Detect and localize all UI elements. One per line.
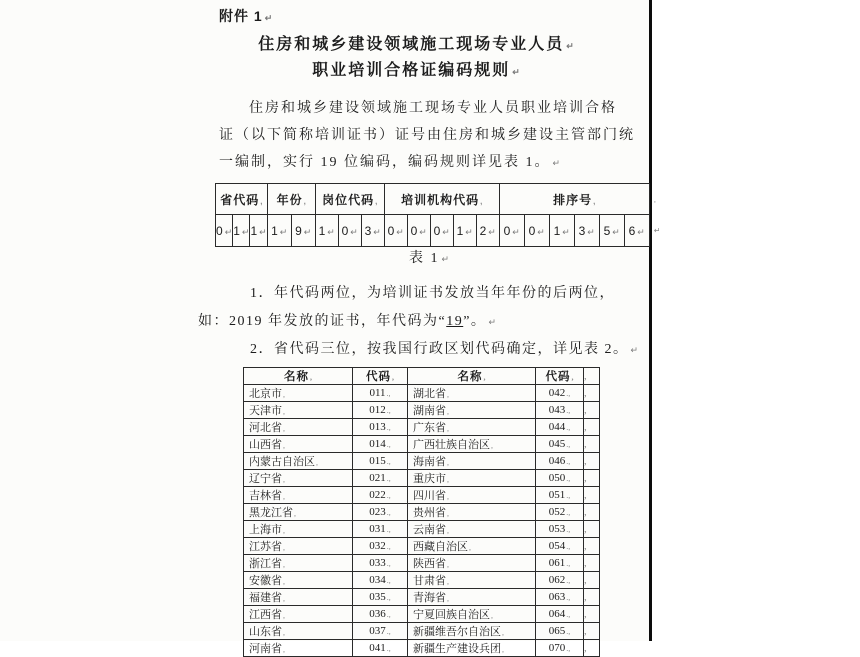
cell-end-mark: ,: [260, 196, 263, 206]
return-mark: ↵: [465, 226, 473, 237]
code-digit-cell: 0 ↵: [216, 215, 233, 247]
return-mark: ↵: [441, 254, 450, 264]
doc-title-line2: [195, 57, 637, 80]
return-mark: ↵: [264, 13, 273, 23]
cell-end-mark: .,: [566, 576, 571, 585]
code-digit-cell: 0 ↵: [524, 215, 549, 247]
return-mark: ↵: [241, 226, 250, 237]
code-digit-cell: 1 ↵: [453, 215, 476, 247]
province-name-cell: 新疆生产建设兵团,: [408, 640, 536, 657]
return-mark: ↵: [512, 226, 520, 237]
province-name-cell: 福建省,: [244, 589, 353, 606]
note2-line: [198, 336, 648, 364]
table2-row: [244, 538, 600, 555]
table2-row: [244, 555, 600, 572]
cell-end-mark: ,: [283, 475, 285, 484]
cell-end-mark: ,: [447, 424, 449, 433]
table1-caption-text: 表 1: [408, 251, 440, 266]
table1-digit-row: [216, 215, 666, 247]
province-name-cell: 黑龙江省,: [244, 504, 353, 521]
province-name-cell: 西藏自治区,: [408, 538, 536, 555]
table2-row: [244, 419, 600, 436]
province-name-cell: 上海市,: [244, 521, 353, 538]
cell-end-mark: ,: [283, 628, 285, 637]
table1-caption: [215, 247, 643, 267]
cell-end-mark: ,: [283, 441, 285, 450]
return-mark: ↵: [419, 226, 427, 237]
cell-end-mark: ,: [303, 196, 306, 206]
cell-end-mark: .,: [566, 457, 571, 466]
cell-end-mark: .,: [566, 423, 571, 432]
cell-end-mark: .,: [386, 423, 391, 432]
notes-paragraphs: [198, 280, 648, 364]
return-mark: ↵: [630, 345, 639, 355]
province-code-cell: 050.,: [536, 470, 584, 487]
page-right-margin: [652, 0, 860, 641]
province-code-cell: 052.,: [536, 504, 584, 521]
province-name-cell: 宁夏回族自治区,: [408, 606, 536, 623]
doc-title-line1: [195, 31, 637, 54]
cell-end-mark: ,: [283, 424, 285, 433]
province-code-cell: 015.,: [353, 453, 408, 470]
note1-line1: 1．年代码两位，为培训证书发放当年年份的后两位，: [250, 286, 615, 301]
province-code-cell: 022.,: [353, 487, 408, 504]
return-mark: ↵: [637, 226, 645, 237]
return-mark: ↵: [303, 226, 312, 237]
cell-end-mark: ,: [480, 196, 483, 206]
return-mark: ↵: [612, 226, 620, 237]
province-code-cell: 044.,: [536, 419, 584, 436]
province-name-cell: 海南省,: [408, 453, 536, 470]
cell-end-mark: .,: [386, 627, 391, 636]
cell-end-mark: ,: [283, 390, 285, 399]
cell-end-mark: ,: [447, 492, 449, 501]
province-name-cell: 云南省,: [408, 521, 536, 538]
return-mark: ↵: [259, 226, 267, 237]
cell-end-mark: .,: [386, 389, 391, 398]
province-code-cell: 070.,: [536, 640, 584, 657]
cell-end-mark: ,: [502, 628, 504, 637]
province-code-cell: 054.,: [536, 538, 584, 555]
cell-end-mark: ,: [447, 594, 449, 603]
province-code-cell: 042.,: [536, 385, 584, 402]
table2-outer-mark: ,: [584, 538, 600, 555]
cell-end-mark: ,: [310, 373, 312, 382]
cell-end-mark: ,: [447, 509, 449, 518]
cell-end-mark: ,: [447, 390, 449, 399]
table1-outer-mark: ↵: [653, 226, 661, 235]
return-mark: ↵: [488, 317, 496, 327]
table2-row: [244, 521, 600, 538]
code-digit-cell: 6 ↵: [624, 215, 649, 247]
table2-outer-mark: ,: [584, 589, 600, 606]
province-code-cell: 014.,: [353, 436, 408, 453]
province-name-cell: 新疆维吾尔自治区,: [408, 623, 536, 640]
province-code-cell: 061.,: [536, 555, 584, 572]
cell-end-mark: ,: [283, 645, 285, 654]
code-digit-cell: 3 ↵: [574, 215, 599, 247]
return-mark: ↵: [587, 226, 595, 237]
table1: [215, 183, 666, 247]
province-name-cell: 贵州省,: [408, 504, 536, 521]
table2-outer-mark: ,: [584, 504, 600, 521]
doc-title-line1-text: 住房和城乡建设领域施工现场专业人员: [258, 36, 565, 53]
cell-end-mark: ,: [283, 560, 285, 569]
province-name-cell: 广东省,: [408, 419, 536, 436]
note1-underlined-year-code: 19: [446, 314, 464, 329]
code-digit-cell: 9 ↵: [291, 215, 315, 247]
note1-line2: [198, 308, 648, 336]
table2-outer-mark: ,: [584, 555, 600, 572]
doc-title-line2-text: 职业培训合格证编码规则: [312, 62, 511, 79]
code-digit-cell: 1 ↵: [549, 215, 574, 247]
table2-outer-mark: ,: [584, 436, 600, 453]
cell-end-mark: ,: [502, 645, 504, 654]
cell-end-mark: ,: [483, 373, 486, 382]
table2-row: [244, 640, 600, 657]
cell-end-mark: .,: [386, 474, 391, 483]
note2-text: 2．省代码三位，按我国行政区划代码确定，详见表 2。: [250, 342, 629, 357]
table2-outer-mark: ,: [584, 572, 600, 589]
code-digit-cell: 1 ↵: [315, 215, 338, 247]
province-code-cell: 045.,: [536, 436, 584, 453]
cell-end-mark: .,: [386, 610, 391, 619]
table2-header-cell: 名称,: [244, 368, 353, 385]
province-name-cell: 山东省,: [244, 623, 353, 640]
cell-end-mark: ,: [316, 458, 318, 467]
cell-end-mark: ,: [491, 611, 493, 620]
province-name-cell: 湖北省,: [408, 385, 536, 402]
code-digit-cell: 0 ↵: [499, 215, 524, 247]
table2-outer-mark: ,: [584, 402, 600, 419]
cell-end-mark: ,: [392, 373, 394, 382]
province-code-cell: 037.,: [353, 623, 408, 640]
cell-end-mark: ,: [283, 611, 285, 620]
cell-end-mark: .,: [386, 457, 391, 466]
return-mark: ↵: [327, 226, 335, 237]
intro-line-1: 住房和城乡建设领域施工现场专业人员职业培训合格: [249, 101, 617, 116]
code-digit-cell: 2 ↵: [476, 215, 499, 247]
cell-end-mark: .,: [386, 525, 391, 534]
table2-outer-mark: ,: [584, 419, 600, 436]
intro-line-2: 证（以下简称培训证书）证号由住房和城乡建设主管部门统: [219, 128, 635, 143]
note1-line2-post: ”。: [463, 314, 487, 329]
province-name-cell: 辽宁省,: [244, 470, 353, 487]
cell-end-mark: .,: [386, 491, 391, 500]
cell-end-mark: .,: [386, 542, 391, 551]
table1-outer-mark: ,: [653, 194, 656, 204]
province-code-cell: 046.,: [536, 453, 584, 470]
province-code-cell: 034.,: [353, 572, 408, 589]
cell-end-mark: .,: [386, 440, 391, 449]
return-mark: ↵: [224, 226, 233, 237]
province-name-cell: 甘肃省,: [408, 572, 536, 589]
table1-group-header: 省代码,: [216, 184, 268, 215]
table2-outer-mark: ,: [584, 606, 600, 623]
table2-outer-mark: ,: [584, 470, 600, 487]
cell-end-mark: .,: [566, 525, 571, 534]
province-name-cell: 陕西省,: [408, 555, 536, 572]
province-name-cell: 四川省,: [408, 487, 536, 504]
cell-end-mark: ,: [294, 509, 296, 518]
province-name-cell: 青海省,: [408, 589, 536, 606]
table2-outer-mark: ,: [584, 385, 600, 402]
cell-end-mark: .,: [386, 406, 391, 415]
province-code-cell: 011.,: [353, 385, 408, 402]
province-name-cell: 天津市,: [244, 402, 353, 419]
province-name-cell: 江西省,: [244, 606, 353, 623]
code-digit-cell: 0 ↵: [384, 215, 407, 247]
table1-group-header: 排序号,: [499, 184, 649, 215]
cell-end-mark: ,: [375, 196, 378, 206]
province-name-cell: 北京市,: [244, 385, 353, 402]
table2-row: [244, 436, 600, 453]
intro-line-3: [219, 149, 647, 176]
cell-end-mark: ,: [469, 543, 471, 552]
table2-row: [244, 572, 600, 589]
intro-paragraph: [219, 95, 647, 176]
cell-end-mark: ,: [283, 492, 285, 501]
cell-end-mark: ,: [283, 577, 285, 586]
table1-group-header: 培训机构代码,: [384, 184, 499, 215]
code-digit-cell: 5 ↵: [599, 215, 624, 247]
return-mark: ↵: [442, 226, 450, 237]
cell-end-mark: .,: [566, 406, 571, 415]
cell-end-mark: .,: [566, 610, 571, 619]
cell-end-mark: .,: [386, 644, 391, 653]
cell-end-mark: ,: [283, 594, 285, 603]
province-code-cell: 013.,: [353, 419, 408, 436]
cell-end-mark: ,: [447, 526, 449, 535]
attachment-label: [219, 6, 272, 26]
code-digit-cell: 0 ↵: [430, 215, 453, 247]
table2-outer-mark: ,: [584, 487, 600, 504]
cell-end-mark: .,: [386, 508, 391, 517]
province-name-cell: 重庆市,: [408, 470, 536, 487]
cell-end-mark: .,: [566, 508, 571, 517]
province-name-cell: 安徽省,: [244, 572, 353, 589]
table2-row: [244, 402, 600, 419]
return-mark: ↵: [512, 67, 520, 77]
code-digit-cell: 0 ↵: [407, 215, 430, 247]
cell-end-mark: .,: [386, 593, 391, 602]
province-name-cell: 江苏省,: [244, 538, 353, 555]
cell-end-mark: .,: [566, 593, 571, 602]
province-code-cell: 036.,: [353, 606, 408, 623]
table2-header-cell: 名称,: [408, 368, 536, 385]
cell-end-mark: ,: [283, 407, 285, 416]
province-code-cell: 023.,: [353, 504, 408, 521]
table2-outer-mark: ,: [584, 368, 600, 385]
cell-end-mark: ,: [447, 407, 449, 416]
code-digit-cell: 3 ↵: [361, 215, 384, 247]
cell-end-mark: .,: [566, 440, 571, 449]
province-code-cell: 053.,: [536, 521, 584, 538]
province-code-cell: 062.,: [536, 572, 584, 589]
code-digit-cell: 1 ↵: [233, 215, 250, 247]
cell-end-mark: .,: [386, 576, 391, 585]
province-code-cell: 043.,: [536, 402, 584, 419]
province-name-cell: 内蒙古自治区,: [244, 453, 353, 470]
return-mark: ↵: [552, 158, 561, 168]
cell-end-mark: .,: [566, 627, 571, 636]
cell-end-mark: ,: [447, 458, 449, 467]
table2-header-row: [244, 368, 600, 385]
return-mark: ↵: [537, 226, 545, 237]
table2-header-cell: 代码,: [353, 368, 408, 385]
cell-end-mark: .,: [386, 559, 391, 568]
table2-outer-mark: ,: [584, 453, 600, 470]
cell-end-mark: .,: [566, 542, 571, 551]
province-code-cell: 051.,: [536, 487, 584, 504]
table2: [243, 367, 600, 657]
table2-row: [244, 504, 600, 521]
cell-end-mark: ,: [447, 577, 449, 586]
table1-group-header: 年份,: [267, 184, 315, 215]
province-code-cell: 035.,: [353, 589, 408, 606]
table2-outer-mark: ,: [584, 623, 600, 640]
province-code-cell: 032.,: [353, 538, 408, 555]
table2-row: [244, 487, 600, 504]
note1-line2-pre: 如：2019 年发放的证书，年代码为“: [198, 314, 447, 329]
province-code-cell: 065.,: [536, 623, 584, 640]
cell-end-mark: ,: [571, 373, 574, 382]
province-code-cell: 031.,: [353, 521, 408, 538]
table2-header-cell: 代码,: [536, 368, 584, 385]
code-digit-cell: 0 ↵: [338, 215, 361, 247]
table2-outer-mark: ,: [584, 521, 600, 538]
province-name-cell: 河南省,: [244, 640, 353, 657]
cell-end-mark: .,: [566, 559, 571, 568]
table2-outer-mark: ,: [584, 640, 600, 657]
return-mark: ↵: [396, 226, 404, 237]
table2-row: [244, 385, 600, 402]
cell-end-mark: ,: [447, 560, 449, 569]
province-name-cell: 湖南省,: [408, 402, 536, 419]
province-code-cell: 064.,: [536, 606, 584, 623]
table1-group-header: 岗位代码,: [315, 184, 384, 215]
province-name-cell: 浙江省,: [244, 555, 353, 572]
province-name-cell: 河北省,: [244, 419, 353, 436]
cell-end-mark: ,: [447, 475, 449, 484]
province-code-cell: 012.,: [353, 402, 408, 419]
table1-header-row: [216, 184, 666, 215]
table2-row: [244, 453, 600, 470]
table2-row: [244, 623, 600, 640]
cell-end-mark: ,: [593, 196, 596, 206]
province-name-cell: 吉林省,: [244, 487, 353, 504]
table2-row: [244, 470, 600, 487]
province-code-cell: 033.,: [353, 555, 408, 572]
cell-end-mark: ,: [491, 441, 493, 450]
province-name-cell: 广西壮族自治区,: [408, 436, 536, 453]
cell-end-mark: .,: [566, 491, 571, 500]
attachment-label-text: 附件 1: [219, 8, 263, 24]
cell-end-mark: .,: [566, 644, 571, 653]
table2-row: [244, 606, 600, 623]
return-mark: ↵: [488, 226, 496, 237]
province-code-cell: 063.,: [536, 589, 584, 606]
intro-line-3-text: 一编制，实行 19 位编码，编码规则详见表 1。: [219, 155, 551, 170]
table2-row: [244, 589, 600, 606]
return-mark: ↵: [562, 226, 570, 237]
code-digit-cell: 1 ↵: [267, 215, 291, 247]
cell-end-mark: .,: [566, 389, 571, 398]
return-mark: ↵: [350, 226, 358, 237]
code-digit-cell: 1 ↵: [250, 215, 267, 247]
province-code-cell: 021.,: [353, 470, 408, 487]
province-code-cell: 041.,: [353, 640, 408, 657]
cell-end-mark: ,: [283, 543, 285, 552]
province-name-cell: 山西省,: [244, 436, 353, 453]
return-mark: ↵: [566, 41, 574, 51]
cell-end-mark: .,: [566, 474, 571, 483]
return-mark: ↵: [373, 226, 381, 237]
cell-end-mark: ,: [283, 526, 285, 535]
return-mark: ↵: [279, 226, 288, 237]
